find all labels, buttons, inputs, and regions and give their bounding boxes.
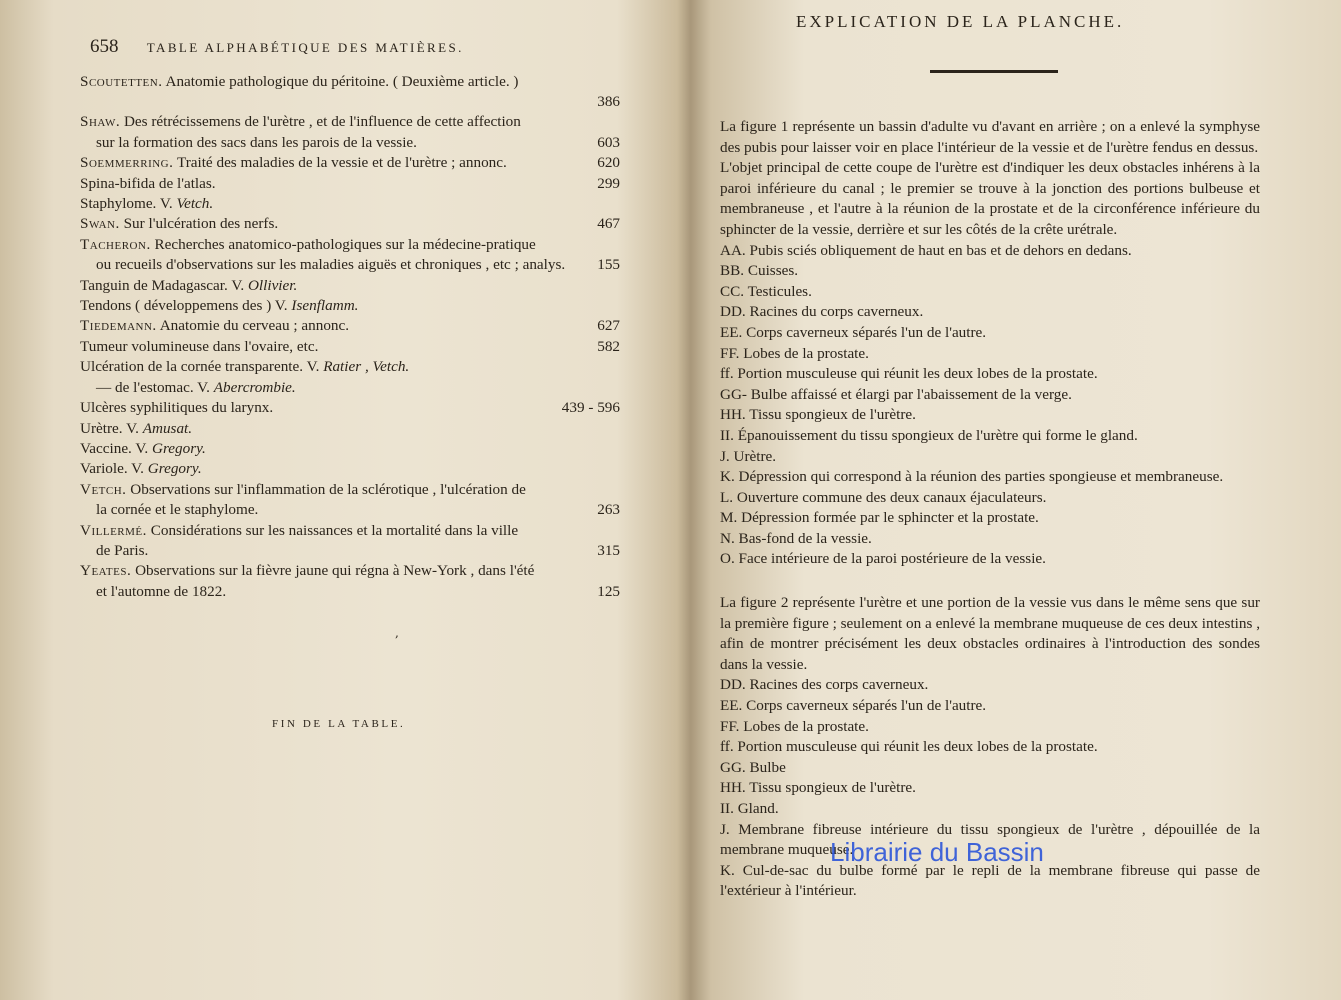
plate-explanation (720, 117, 1260, 902)
entry-page-number: 125 (597, 582, 620, 600)
index-entry (80, 378, 620, 398)
entry-text: — de l'estomac. V. (96, 378, 214, 396)
entry-cross-reference: Ollivier. (247, 276, 298, 294)
index-entry (80, 419, 620, 439)
entry-text: Ulcération de la cornée transparente. V. (80, 358, 324, 376)
entry-author: Tacheron. (80, 235, 151, 253)
explanation-line: HH. Tissu spongieux de l'urètre. (720, 406, 916, 424)
explanation-line: J. Urètre. (720, 447, 777, 465)
explanation-line: K. Cul-de-sac du bulbe formé par le repli de la membrane fibreuse qui passe de l'extérieur à l'intérieur. (720, 861, 1260, 900)
entry-text: Anatomie pathologique du péritoine. ( Deuxième article. ) (165, 73, 519, 90)
index-entry (80, 72, 620, 112)
index-entry (80, 521, 620, 562)
entry-page-number: 315 (597, 541, 620, 559)
index-entry (80, 276, 620, 296)
entry-author: Vetch. (80, 480, 127, 498)
running-head (90, 36, 464, 58)
explanation-line: M. Dépression formée par le sphincter et la prostate. (720, 509, 1039, 527)
explanation-line: GG. Bulbe (720, 758, 786, 776)
entry-cross-reference: Abercrombie. (213, 378, 296, 396)
explanation-line: ff. Portion musculeuse qui réunit les deux lobes de la prostate. (720, 738, 1098, 756)
entry-continuation: et l'automne de 1822. (96, 582, 227, 600)
entry-cross-reference: Vetch. (176, 195, 214, 213)
entry-text: Tumeur volumineuse dans l'ovaire, etc. (80, 337, 319, 355)
entry-author: Villermé. (80, 521, 147, 539)
running-head-title: TABLE ALPHABÉTIQUE DES MATIÈRES. (146, 40, 464, 55)
entry-text: Observations sur la fièvre jaune qui régna à New-York , dans l'été (135, 562, 535, 580)
end-of-table-note: FIN DE LA TABLE. (272, 718, 406, 730)
index-entry (80, 337, 620, 357)
entry-page-number: 439 - 596 (561, 399, 620, 417)
explanation-line: BB. Cuisses. (720, 262, 799, 280)
entry-text: Vaccine. V. (80, 439, 152, 457)
title-rule (930, 70, 1058, 73)
entry-text: Staphylome. V. (80, 195, 177, 213)
entry-text: Sur l'ulcération des nerfs. (123, 215, 279, 233)
entry-continuation: sur la formation des sacs dans les parois de la vessie. (96, 133, 417, 151)
entry-text: Tanguin de Madagascar. V. (80, 276, 248, 294)
index-entry (80, 174, 620, 194)
index-entry (80, 194, 620, 214)
entry-text: Spina-bifida de l'atlas. (80, 174, 216, 192)
index-entry (80, 235, 620, 276)
explanation-line: J. Membrane fibreuse intérieure du tissu spongieux de l'urètre , dépouillée de la membrane muqueuse. (720, 820, 1260, 859)
entry-cross-reference: Isenflamm. (291, 297, 359, 315)
entry-cross-reference: Gregory. (147, 460, 202, 478)
entry-page-number: 263 (597, 501, 620, 519)
index-entry (80, 214, 620, 234)
entry-text: Considérations sur les naissances et la mortalité dans la ville (150, 521, 519, 539)
index-entry (80, 480, 620, 521)
explanation-line: La figure 2 représente l'urètre et une portion de la vessie vus dans le même sens que sur la première figure ; seulement on a enlevé la membrane muqueuse de ces deux intestins , afin de montrer précisément les deux obstacles ordinaires à l'introduction des sondes dans la vessie. (720, 594, 1260, 673)
explanation-line: FF. Lobes de la prostate. (720, 717, 869, 735)
explanation-line: O. Face intérieure de la paroi postérieure de la vessie. (720, 550, 1046, 568)
ink-mark: , (395, 626, 399, 640)
entry-author: Shaw. (80, 113, 121, 131)
index-entry (80, 357, 620, 377)
entry-cross-reference: Ratier , Vetch. (323, 358, 410, 376)
index-entry (80, 112, 620, 153)
entry-page-number: 386 (597, 93, 620, 110)
index-entry (80, 153, 620, 173)
index-entry (80, 316, 620, 336)
entry-page-number: 155 (597, 256, 620, 274)
entry-text: Variole. V. (80, 460, 148, 478)
index-entry (80, 439, 620, 459)
index-entry (80, 398, 620, 418)
entry-page-number: 620 (597, 154, 620, 172)
explanation-line: L'objet principal de cette coupe de l'urètre est d'indiquer les deux obstacles inhérens à la paroi inférieure du canal ; le premier se trouve à la jonction des portions bulbeuse et membraneuse , et l'autre à la réunion de la prostate et de la circonférence inférieure du sphincter de la vessie, derrière et sur les côtés de la crête urétrale. (720, 159, 1260, 238)
entry-page-number: 627 (597, 317, 620, 335)
explanation-line: FF. Lobes de la prostate. (720, 344, 869, 362)
entry-continuation: ou recueils d'observations sur les maladies aiguës et chroniques , etc ; analys. (96, 256, 566, 274)
page-number: 658 (90, 36, 119, 57)
index-entry (80, 561, 620, 602)
explanation-line: HH. Tissu spongieux de l'urètre. (720, 779, 916, 797)
explanation-line: K. Dépression qui correspond à la réunion des parties spongieuse et membraneuse. (720, 468, 1224, 486)
entry-continuation: de Paris. (96, 541, 149, 559)
entry-author: Scoutetten. (80, 73, 163, 90)
explanation-line: EE. Corps caverneux séparés l'un de l'autre. (720, 697, 987, 715)
explanation-line: N. Bas-fond de la vessie. (720, 529, 872, 547)
explanation-line: II. Gland. (720, 800, 779, 817)
explanation-line: EE. Corps caverneux séparés l'un de l'autre. (720, 323, 987, 341)
explanation-line: ff. Portion musculeuse qui réunit les deux lobes de la prostate. (720, 365, 1098, 383)
entry-continuation: la cornée et le staphylome. (96, 501, 259, 519)
explanation-line: AA. Pubis sciés obliquement de haut en bas et de dehors en dedans. (720, 241, 1132, 259)
explanation-line: DD. Racines du corps caverneux. (720, 303, 924, 321)
watermark: Librairie du Bassin (830, 837, 1044, 867)
explanation-line: La figure 1 représente un bassin d'adulte vu d'avant en arrière ; on a enlevé la symphyse des pubis pour laisser voir en place l'intérieur de la vessie et de l'urètre fendus en dessus. (720, 118, 1260, 156)
entry-text: Tendons ( développemens des ) V. (80, 297, 292, 315)
paragraph-gap (720, 570, 1260, 593)
entry-page-number: 299 (597, 174, 620, 192)
entry-page-number: 582 (597, 337, 620, 355)
page-title: EXPLICATION DE LA PLANCHE. (796, 12, 1125, 31)
entry-cross-reference: Gregory. (151, 439, 206, 457)
index-entry (80, 296, 620, 316)
entry-text: Observations sur l'inflammation de la sclérotique , l'ulcération de (130, 480, 526, 498)
entry-text: Anatomie du cerveau ; annonc. (159, 317, 350, 335)
entry-cross-reference: Amusat. (142, 419, 193, 437)
explanation-line: CC. Testicules. (720, 282, 812, 300)
explanation-line: L. Ouverture commune des deux canaux éjaculateurs. (720, 488, 1047, 506)
index-entry (80, 459, 620, 479)
entry-author: Tiedemann. (80, 317, 157, 335)
entry-author: Yeates. (80, 562, 132, 580)
explanation-line: DD. Racines des corps caverneux. (720, 676, 929, 694)
entry-text: Urètre. V. (80, 419, 143, 437)
explanation-line: II. Épanouissement du tissu spongieux de l'urètre qui forme le gland. (720, 426, 1138, 444)
entry-text: Ulcères syphilitiques du larynx. (80, 399, 274, 417)
entry-author: Soemmerring. (80, 154, 174, 172)
explanation-line: GG- Bulbe affaissé et élargi par l'abaissement de la verge. (720, 385, 1072, 403)
entry-text: Recherches anatomico-pathologiques sur la médecine-pratique (154, 235, 536, 253)
entry-text: Des rétrécissemens de l'urètre , et de l'influence de cette affection (123, 113, 521, 131)
entry-text: Traité des maladies de la vessie et de l'urètre ; annonc. (176, 154, 507, 172)
entry-page-number: 603 (597, 133, 620, 151)
entry-page-number: 467 (597, 215, 620, 233)
entry-author: Swan. (80, 215, 120, 233)
index-entries (80, 72, 620, 602)
